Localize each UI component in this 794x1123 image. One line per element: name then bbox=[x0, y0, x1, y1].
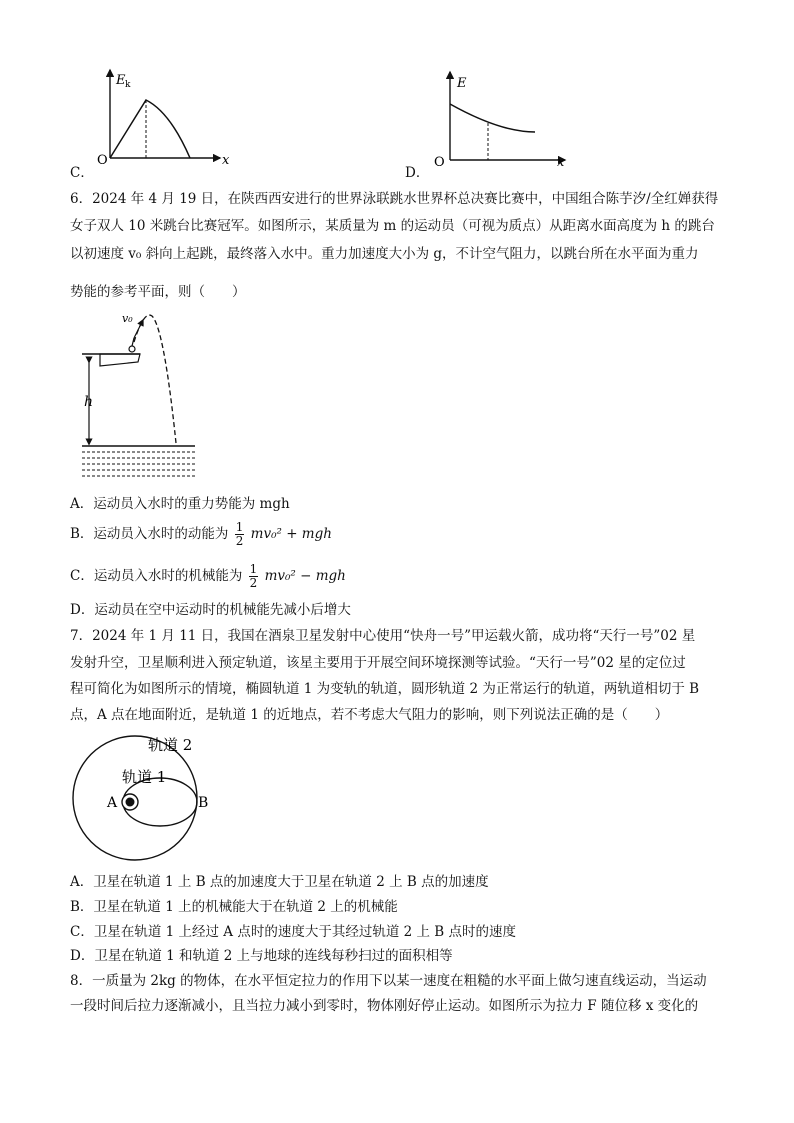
diving-figure bbox=[80, 308, 200, 480]
q6-option-c bbox=[70, 562, 346, 590]
orbit-2-label: 轨道 2 bbox=[148, 736, 193, 754]
q7-line-3: 程可简化为如图所示的情境，椭圆轨道 1 为变轨的轨道，圆形轨道 2 为正常运行的轨道，两轨道相切于 B bbox=[70, 681, 700, 697]
q7-option-a: A．卫星在轨道 1 上 B 点的加速度大于卫星在轨道 2 上 B 点的加速度 bbox=[70, 874, 489, 890]
graph-c-x-label: x bbox=[222, 153, 230, 168]
graph-d bbox=[405, 62, 575, 177]
orbit-figure bbox=[70, 728, 212, 863]
q7-option-d: D．卫星在轨道 1 和轨道 2 上与地球的连线每秒扫过的面积相等 bbox=[70, 948, 453, 964]
v0-label: v₀ bbox=[122, 312, 133, 325]
diving-figure-svg bbox=[80, 308, 200, 480]
earth-core bbox=[126, 798, 135, 807]
q7-option-b: B．卫星在轨道 1 上的机械能大于在轨道 2 上的机械能 bbox=[70, 899, 398, 915]
graph-c-y-sub: k bbox=[125, 80, 131, 90]
platform bbox=[100, 354, 140, 366]
graph-d-curve bbox=[450, 104, 535, 132]
frac-num: 1 bbox=[249, 562, 258, 576]
graph-c-origin: O bbox=[97, 153, 108, 168]
graph-d-x-label: x bbox=[557, 155, 565, 170]
q6-line-1: 6．2024 年 4 月 19 日，在陕西西安进行的世界泳联跳水世界杯总决赛比赛中，中国组合陈芋汐/全红婵获得 bbox=[70, 191, 719, 207]
h-label: h bbox=[84, 394, 94, 410]
q6-option-c-prefix: C．运动员入水时的机械能为 bbox=[70, 568, 243, 584]
q6-option-a: A．运动员入水时的重力势能为 mgh bbox=[70, 496, 290, 512]
graph-d-svg bbox=[405, 62, 575, 177]
q6-option-c-suffix: mv₀² − mgh bbox=[264, 568, 346, 584]
orbit-figure-svg bbox=[70, 728, 212, 863]
frac-num: 1 bbox=[235, 520, 244, 534]
q6-option-b-suffix: mv₀² + mgh bbox=[250, 526, 332, 542]
graph-c-y-label: E bbox=[116, 73, 126, 88]
point-b: B bbox=[198, 795, 209, 811]
q6-option-b-prefix: B．运动员入水时的动能为 bbox=[70, 526, 229, 542]
q6-option-c-fraction bbox=[249, 563, 259, 590]
graph-d-origin: O bbox=[434, 155, 445, 170]
graph-d-y-label: E bbox=[457, 76, 467, 91]
q7-line-4: 点，A 点在地面附近，是轨道 1 的近地点，若不考虑大气阻力的影响，则下列说法正确的是（ ） bbox=[70, 707, 669, 723]
q6-option-b-fraction bbox=[235, 521, 245, 548]
graph-c-svg bbox=[70, 62, 240, 177]
frac-den: 2 bbox=[249, 576, 258, 590]
graph-c bbox=[70, 62, 240, 177]
diver bbox=[129, 346, 135, 352]
graph-c-curve bbox=[110, 100, 190, 158]
point-a: A bbox=[107, 795, 118, 811]
q7-line-2: 发射升空，卫星顺利进入预定轨道，该星主要用于开展空间环境探测等试验。“天行一号”02 星的定位过 bbox=[70, 655, 686, 671]
q6-line-3: 以初速度 v₀ 斜向上起跳，最终落入水中。重力加速度大小为 g，不计空气阻力，以跳台所在水平面为重力 bbox=[70, 246, 699, 262]
q7-line-1: 7．2024 年 1 月 11 日，我国在酒泉卫星发射中心使用“快舟一号”甲运载火箭，成功将“天行一号”02 星 bbox=[70, 628, 696, 644]
q8-line-1: 8．一质量为 2kg 的物体，在水平恒定拉力的作用下以某一速度在粗糙的水平面上做匀速直线运动，当运动 bbox=[70, 973, 707, 989]
q6-option-d: D．运动员在空中运动时的机械能先减小后增大 bbox=[70, 602, 351, 618]
option-letter-d: D． bbox=[405, 165, 430, 181]
q6-line-2: 女子双人 10 米跳台比赛冠军。如图所示，某质量为 m 的运动员（可视为质点）从距离水面高度为 h 的跳台 bbox=[70, 218, 715, 234]
q6-line-4: 势能的参考平面，则（ ） bbox=[70, 284, 246, 300]
q8-line-2: 一段时间后拉力逐渐减小，且当拉力减小到零时，物体刚好停止运动。如图所示为拉力 F 随位移 x 变化的 bbox=[70, 998, 699, 1014]
trajectory bbox=[134, 315, 176, 443]
frac-den: 2 bbox=[235, 534, 244, 548]
q7-option-c: C．卫星在轨道 1 上经过 A 点时的速度大于其经过轨道 2 上 B 点时的速度 bbox=[70, 924, 517, 940]
q6-option-b bbox=[70, 520, 332, 548]
orbit-1-label: 轨道 1 bbox=[122, 768, 167, 786]
option-letter-c: C． bbox=[70, 165, 94, 181]
